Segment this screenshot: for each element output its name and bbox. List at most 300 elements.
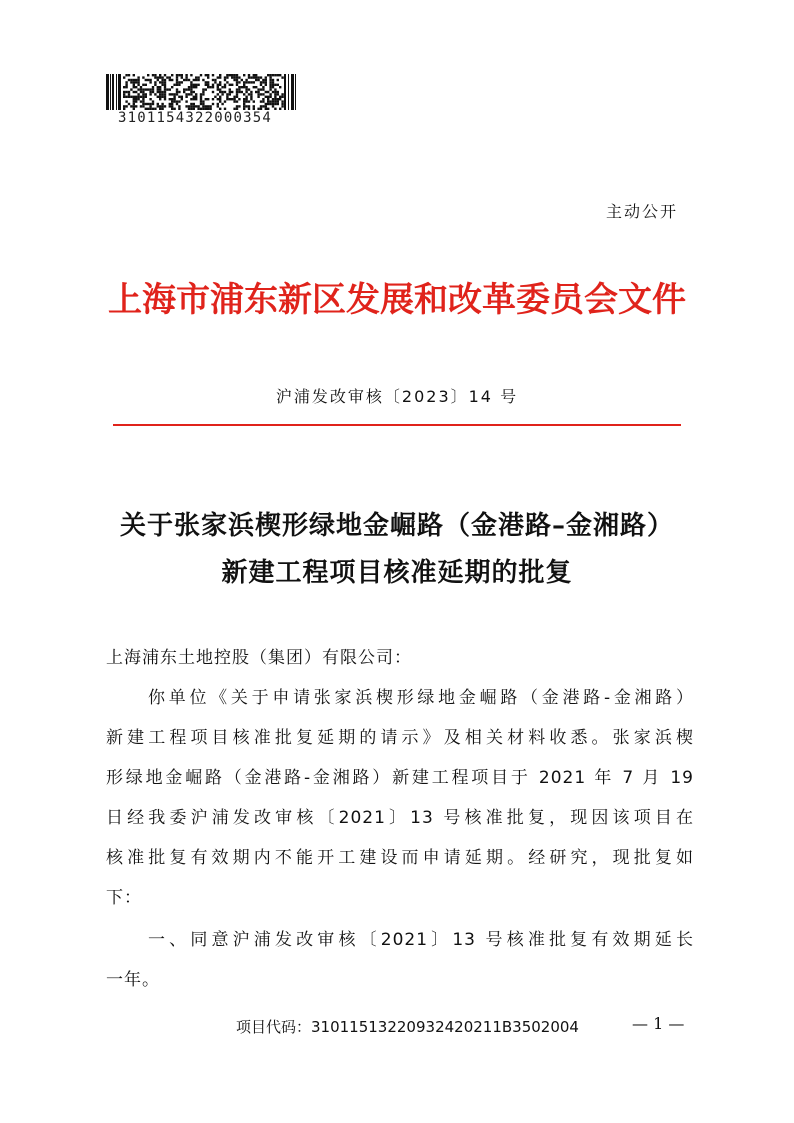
barcode-module <box>274 93 276 95</box>
barcode-module <box>269 84 271 86</box>
barcode-module <box>250 96 252 98</box>
barcode-module <box>161 81 163 83</box>
barcode-module <box>231 74 233 76</box>
barcode-module <box>279 74 281 76</box>
barcode-module <box>157 88 159 90</box>
barcode-module <box>200 96 202 98</box>
barcode-module <box>241 79 243 81</box>
paragraph-line: 下： <box>106 888 142 908</box>
barcode-module <box>265 105 267 107</box>
barcode-module <box>142 88 144 90</box>
barcode-module <box>274 96 276 98</box>
barcode-module <box>200 103 202 105</box>
barcode-module <box>219 76 221 78</box>
barcode-module <box>178 100 180 102</box>
barcode-module <box>145 88 147 90</box>
barcode-module <box>248 93 250 95</box>
barcode-module <box>137 98 139 100</box>
barcode-module <box>224 91 226 93</box>
barcode-module <box>152 100 154 102</box>
barcode-module <box>137 96 139 98</box>
barcode-module <box>176 84 178 86</box>
barcode-module <box>130 81 132 83</box>
barcode-module <box>145 79 147 81</box>
barcode-module <box>224 84 226 86</box>
barcode-module <box>135 86 137 88</box>
barcode-module <box>133 91 135 93</box>
barcode-module <box>159 74 161 76</box>
barcode-module <box>181 98 183 100</box>
barcode-module <box>219 98 221 100</box>
barcode-module <box>248 76 250 78</box>
barcode-module <box>221 93 223 95</box>
barcode-module <box>178 84 180 86</box>
page-number: — 1 — <box>632 1014 685 1033</box>
barcode-module <box>190 81 192 83</box>
barcode-module <box>185 96 187 98</box>
barcode-module <box>137 76 139 78</box>
barcode-module <box>217 76 219 78</box>
barcode-module <box>272 98 274 100</box>
barcode-module <box>281 93 283 95</box>
barcode-module <box>260 84 262 86</box>
barcode-module <box>207 105 209 107</box>
barcode-module <box>200 93 202 95</box>
barcode-module <box>142 84 144 86</box>
barcode-module <box>262 93 264 95</box>
barcode-module <box>185 93 187 95</box>
project-code: 项目代码：31011513220932420211B3502004 <box>236 1018 579 1036</box>
barcode-module <box>164 86 166 88</box>
barcode-module <box>195 79 197 81</box>
barcode-module <box>221 103 223 105</box>
barcode-module <box>217 93 219 95</box>
barcode-module <box>281 105 283 107</box>
barcode-module <box>149 105 151 107</box>
barcode-module <box>176 81 178 83</box>
barcode-module <box>212 91 214 93</box>
barcode-module <box>133 100 135 102</box>
barcode-module <box>169 79 171 81</box>
barcode-module <box>260 105 262 107</box>
barcode-module <box>265 103 267 105</box>
barcode-module <box>267 103 269 105</box>
barcode-module <box>166 76 168 78</box>
barcode-module <box>123 105 125 107</box>
barcode-module <box>253 76 255 78</box>
barcode-module <box>123 93 125 95</box>
barcode-module <box>236 79 238 81</box>
barcode-module <box>159 88 161 90</box>
barcode-module <box>157 79 159 81</box>
barcode-module <box>219 96 221 98</box>
barcode-module <box>185 76 187 78</box>
barcode-module <box>164 96 166 98</box>
barcode-module <box>171 93 173 95</box>
barcode-module <box>248 74 250 76</box>
barcode-module <box>142 103 144 105</box>
barcode-module <box>236 74 238 76</box>
barcode-module <box>181 74 183 76</box>
barcode-module <box>212 79 214 81</box>
barcode-module <box>269 76 271 78</box>
barcode-module <box>147 79 149 81</box>
barcode-module <box>274 74 276 76</box>
barcode-module <box>190 93 192 95</box>
barcode-module <box>202 79 204 81</box>
barcode-module <box>171 79 173 81</box>
barcode-module <box>217 105 219 107</box>
barcode-module <box>202 103 204 105</box>
barcode-module <box>253 74 255 76</box>
barcode-module <box>205 81 207 83</box>
barcode-module <box>137 84 139 86</box>
barcode-module <box>224 100 226 102</box>
barcode-module <box>260 81 262 83</box>
barcode-module <box>279 108 281 110</box>
barcode-module <box>257 79 259 81</box>
barcode-module <box>212 74 214 76</box>
barcode-module <box>212 103 214 105</box>
barcode-module <box>176 79 178 81</box>
barcode-module <box>130 79 132 81</box>
barcode-module <box>209 86 211 88</box>
barcode-module <box>135 81 137 83</box>
barcode-module <box>274 98 276 100</box>
barcode-module <box>197 105 199 107</box>
barcode-module <box>229 88 231 90</box>
barcode <box>106 74 296 110</box>
barcode-module <box>164 74 166 76</box>
barcode-module <box>123 86 125 88</box>
barcode-module <box>272 74 274 76</box>
barcode-module <box>159 86 161 88</box>
barcode-module <box>255 74 257 76</box>
barcode-module <box>245 98 247 100</box>
barcode-module <box>226 96 228 98</box>
barcode-module <box>133 74 135 76</box>
barcode-module <box>267 91 269 93</box>
barcode-module <box>243 74 245 76</box>
barcode-module <box>267 96 269 98</box>
barcode-module <box>152 91 154 93</box>
barcode-module <box>257 91 259 93</box>
barcode-module <box>125 100 127 102</box>
barcode-module <box>248 88 250 90</box>
barcode-module <box>200 100 202 102</box>
barcode-module <box>142 105 144 107</box>
barcode-module <box>176 100 178 102</box>
barcode-module <box>195 96 197 98</box>
barcode-module <box>200 74 202 76</box>
barcode-module <box>274 91 276 93</box>
barcode-module <box>178 96 180 98</box>
barcode-module <box>202 88 204 90</box>
barcode-module <box>142 91 144 93</box>
barcode-module <box>274 108 276 110</box>
barcode-module <box>243 86 245 88</box>
barcode-module <box>193 96 195 98</box>
barcode-module <box>281 96 283 98</box>
barcode-module <box>161 103 163 105</box>
barcode-module <box>267 98 269 100</box>
barcode-module <box>178 91 180 93</box>
barcode-module <box>248 100 250 102</box>
barcode-module <box>157 103 159 105</box>
barcode-module <box>250 98 252 100</box>
barcode-module <box>133 96 135 98</box>
barcode-module <box>255 79 257 81</box>
barcode-module <box>173 96 175 98</box>
barcode-module <box>262 88 264 90</box>
barcode-module <box>176 91 178 93</box>
barcode-module <box>161 76 163 78</box>
barcode-module <box>157 86 159 88</box>
barcode-module <box>149 81 151 83</box>
barcode-module <box>128 103 130 105</box>
barcode-module <box>253 81 255 83</box>
barcode-module <box>205 84 207 86</box>
barcode-module <box>188 88 190 90</box>
barcode-module <box>164 98 166 100</box>
barcode-module <box>171 100 173 102</box>
barcode-module <box>193 105 195 107</box>
barcode-module <box>159 81 161 83</box>
barcode-module <box>277 103 279 105</box>
barcode-module <box>130 88 132 90</box>
barcode-module <box>200 98 202 100</box>
barcode-module <box>128 91 130 93</box>
barcode-module <box>176 74 178 76</box>
barcode-module <box>195 84 197 86</box>
barcode-module <box>269 103 271 105</box>
barcode-module <box>188 79 190 81</box>
issuer-heading: 上海市浦东新区发展和改革委员会文件 <box>108 280 686 320</box>
barcode-module <box>236 76 238 78</box>
barcode-module <box>214 79 216 81</box>
barcode-module <box>245 81 247 83</box>
barcode-module <box>133 103 135 105</box>
barcode-module <box>135 105 137 107</box>
barcode-module <box>164 105 166 107</box>
barcode-module <box>171 98 173 100</box>
barcode-module <box>217 84 219 86</box>
barcode-module <box>154 74 156 76</box>
barcode-module <box>149 103 151 105</box>
barcode-module <box>238 91 240 93</box>
barcode-module <box>226 81 228 83</box>
barcode-bar <box>106 74 109 110</box>
barcode-module <box>245 91 247 93</box>
barcode-module <box>161 84 163 86</box>
barcode-module <box>238 105 240 107</box>
barcode-module <box>164 91 166 93</box>
barcode-module <box>173 93 175 95</box>
barcode-module <box>248 105 250 107</box>
barcode-module <box>161 96 163 98</box>
barcode-module <box>193 98 195 100</box>
barcode-module <box>243 84 245 86</box>
barcode-module <box>231 76 233 78</box>
barcode-module <box>152 103 154 105</box>
paragraph-line: 新建工程项目核准批复延期的请示》及相关材料收悉。张家浜楔 <box>106 728 694 748</box>
barcode-module <box>137 81 139 83</box>
barcode-module <box>238 98 240 100</box>
document-number: 沪浦发改审核〔2023〕14 号 <box>275 387 519 406</box>
barcode-module <box>267 100 269 102</box>
list-item-line: 一年。 <box>106 970 160 990</box>
barcode-module <box>217 86 219 88</box>
barcode-module <box>183 91 185 93</box>
barcode-module <box>217 88 219 90</box>
barcode-module <box>217 98 219 100</box>
barcode-module <box>173 100 175 102</box>
barcode-bar <box>118 74 121 110</box>
barcode-module <box>195 86 197 88</box>
barcode-module <box>281 103 283 105</box>
barcode-module <box>152 88 154 90</box>
barcode-module <box>169 103 171 105</box>
barcode-module <box>262 81 264 83</box>
barcode-module <box>272 84 274 86</box>
barcode-module <box>128 96 130 98</box>
barcode-module <box>269 79 271 81</box>
barcode-module <box>169 88 171 90</box>
barcode-bar <box>284 74 286 110</box>
barcode-module <box>205 98 207 100</box>
barcode-module <box>128 79 130 81</box>
barcode-module <box>181 76 183 78</box>
barcode-module <box>221 86 223 88</box>
barcode-module <box>193 91 195 93</box>
barcode-module <box>205 105 207 107</box>
barcode-module <box>195 76 197 78</box>
barcode-module <box>243 100 245 102</box>
barcode-module <box>205 74 207 76</box>
barcode-module <box>245 100 247 102</box>
barcode-module <box>190 103 192 105</box>
barcode-module <box>253 105 255 107</box>
paragraph-line: 日经我委沪浦发改审核〔2021〕13 号核准批复，现因该项目在 <box>106 808 694 828</box>
barcode-module <box>207 98 209 100</box>
barcode-module <box>231 84 233 86</box>
barcode-module <box>255 91 257 93</box>
barcode-module <box>267 74 269 76</box>
barcode-module <box>181 96 183 98</box>
barcode-module <box>161 105 163 107</box>
barcode-module <box>149 93 151 95</box>
barcode-module <box>159 93 161 95</box>
barcode-bar <box>288 74 289 110</box>
barcode-module <box>195 105 197 107</box>
barcode-module <box>207 74 209 76</box>
barcode-module <box>233 98 235 100</box>
barcode-module <box>243 103 245 105</box>
barcode-module <box>224 76 226 78</box>
barcode-module <box>243 98 245 100</box>
barcode-module <box>190 91 192 93</box>
barcode-module <box>236 91 238 93</box>
barcode-module <box>154 81 156 83</box>
barcode-module <box>190 105 192 107</box>
barcode-module <box>169 76 171 78</box>
barcode-module <box>212 86 214 88</box>
barcode-module <box>269 74 271 76</box>
barcode-module <box>164 84 166 86</box>
barcode-module <box>274 88 276 90</box>
barcode-module <box>236 96 238 98</box>
barcode-module <box>188 105 190 107</box>
barcode-module <box>277 93 279 95</box>
barcode-module <box>125 91 127 93</box>
barcode-module <box>125 96 127 98</box>
barcode-module <box>205 88 207 90</box>
list-item-line: 一、同意沪浦发改审核〔2021〕13 号核准批复有效期延长 <box>148 930 694 950</box>
barcode-module <box>262 79 264 81</box>
barcode-module <box>243 81 245 83</box>
barcode-module <box>157 91 159 93</box>
barcode-module <box>245 79 247 81</box>
barcode-module <box>125 105 127 107</box>
barcode-module <box>219 84 221 86</box>
barcode-module <box>233 96 235 98</box>
barcode-module <box>265 84 267 86</box>
barcode-module <box>135 79 137 81</box>
barcode-module <box>277 79 279 81</box>
barcode-module <box>272 100 274 102</box>
barcode-module <box>161 91 163 93</box>
barcode-module <box>178 81 180 83</box>
barcode-module <box>137 79 139 81</box>
barcode-module <box>250 93 252 95</box>
barcode-module <box>212 98 214 100</box>
barcode-module <box>243 105 245 107</box>
barcode-module <box>161 79 163 81</box>
barcode-module <box>241 86 243 88</box>
barcode-module <box>137 93 139 95</box>
barcode-module <box>279 96 281 98</box>
barcode-module <box>123 96 125 98</box>
barcode-module <box>149 98 151 100</box>
barcode-module <box>130 96 132 98</box>
barcode-module <box>152 74 154 76</box>
barcode-module <box>164 79 166 81</box>
barcode-module <box>207 81 209 83</box>
barcode-module <box>250 81 252 83</box>
recipient: 上海浦东土地控股（集团）有限公司： <box>106 648 412 668</box>
barcode-module <box>145 93 147 95</box>
barcode-module <box>197 79 199 81</box>
barcode-module <box>142 96 144 98</box>
barcode-module <box>142 98 144 100</box>
barcode-module <box>176 93 178 95</box>
barcode-module <box>233 76 235 78</box>
barcode-module <box>238 81 240 83</box>
barcode-module <box>245 86 247 88</box>
barcode-module <box>123 76 125 78</box>
barcode-module <box>229 98 231 100</box>
barcode-module <box>135 98 137 100</box>
barcode-bar <box>112 74 114 110</box>
barcode-module <box>185 88 187 90</box>
barcode-module <box>207 76 209 78</box>
barcode-module <box>171 103 173 105</box>
barcode-module <box>181 81 183 83</box>
barcode-module <box>152 86 154 88</box>
barcode-module <box>128 74 130 76</box>
barcode-module <box>154 76 156 78</box>
barcode-module <box>207 84 209 86</box>
